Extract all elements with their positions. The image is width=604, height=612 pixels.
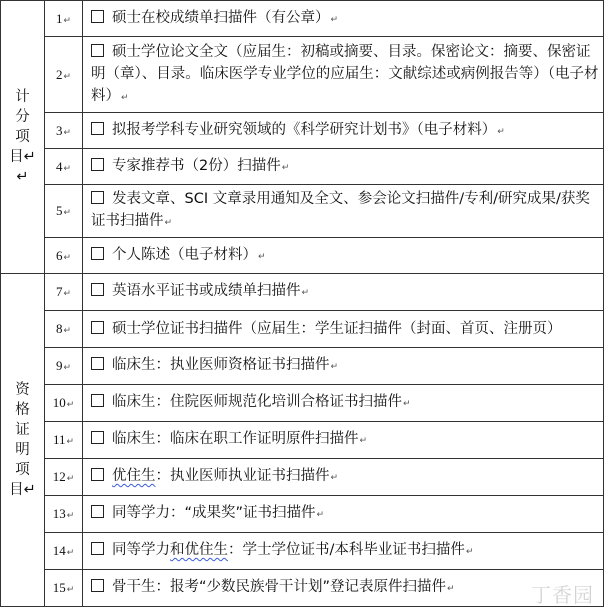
table-row: [1, 459, 604, 496]
category-scoring-items: 计 分 项 目↵ ↵: [1, 1, 45, 274]
category-qualification-items: 资 格 证 明 项 目↵: [1, 274, 45, 607]
checkbox-icon[interactable]: [91, 122, 104, 135]
row-number: 9↵: [45, 348, 83, 385]
checkbox-icon[interactable]: [91, 579, 104, 592]
table-row: [1, 37, 604, 113]
checkbox-icon[interactable]: [91, 321, 104, 334]
list-item: 同等学力和优住生：学士学位证书/本科毕业证书扫描件↵: [83, 533, 604, 570]
checkbox-icon[interactable]: [91, 468, 104, 481]
list-item: 专家推荐书（2份）扫描件↵: [83, 149, 604, 185]
checkbox-icon[interactable]: [91, 357, 104, 370]
list-item: 骨干生：报考“少数民族骨干计划”登记表原件扫描件↵: [83, 570, 604, 607]
table-row: [1, 570, 604, 607]
row-number: 10↵: [45, 385, 83, 422]
checkbox-icon[interactable]: [91, 10, 104, 23]
checkbox-icon[interactable]: [91, 44, 104, 57]
table-row: [1, 149, 604, 185]
table-row: [1, 238, 604, 274]
row-number: 13↵: [45, 496, 83, 533]
checkbox-icon[interactable]: [91, 247, 104, 260]
checkbox-icon[interactable]: [91, 542, 104, 555]
table-row: [1, 311, 604, 348]
row-number: 1↵: [45, 1, 83, 37]
row-number: 5↵: [45, 185, 83, 238]
row-number: 8↵: [45, 311, 83, 348]
table-row: [1, 348, 604, 385]
checkbox-icon[interactable]: [91, 431, 104, 444]
row-number: 7↵: [45, 274, 83, 311]
row-number: 14↵: [45, 533, 83, 570]
checkbox-icon[interactable]: [91, 505, 104, 518]
checkbox-icon[interactable]: [91, 394, 104, 407]
list-item: 拟报考学科专业研究领域的《科学研究计划书》（电子材料）↵: [83, 113, 604, 149]
table-row: [1, 422, 604, 459]
list-item: 发表文章、SCI 文章录用通知及全文、参会论文扫描件/专利/研究成果/获奖证书扫描件↵: [83, 185, 604, 238]
list-item: 临床生：执业医师资格证书扫描件↵: [83, 348, 604, 385]
list-item: 临床生：住院医师规范化培训合格证书扫描件↵: [83, 385, 604, 422]
row-number: 3↵: [45, 113, 83, 149]
list-item: 硕士在校成绩单扫描件（有公章）↵: [83, 1, 604, 37]
row-number: 4↵: [45, 149, 83, 185]
table-row: [1, 185, 604, 238]
row-number: 15↵: [45, 570, 83, 607]
row-number: 6↵: [45, 238, 83, 274]
row-number: 12↵: [45, 459, 83, 496]
list-item: 硕士学位证书扫描件（应届生：学生证扫描件（封面、首页、注册页）: [83, 311, 604, 348]
table-row: [1, 274, 604, 311]
list-item: 优住生：执业医师执业证书扫描件↵: [83, 459, 604, 496]
list-item: 个人陈述（电子材料）↵: [83, 238, 604, 274]
row-number: 2↵: [45, 37, 83, 113]
table-row: [1, 1, 604, 37]
watermark-logo: 丁香园: [531, 583, 594, 607]
table-row: [1, 533, 604, 570]
list-item: 同等学力：“成果奖”证书扫描件↵: [83, 496, 604, 533]
table-row: [1, 113, 604, 149]
checkbox-icon[interactable]: [91, 158, 104, 171]
row-number: 11↵: [45, 422, 83, 459]
checkbox-icon[interactable]: [91, 283, 104, 296]
list-item: 临床生：临床在职工作证明原件扫描件↵: [83, 422, 604, 459]
table-row: [1, 385, 604, 422]
list-item: 英语水平证书或成绩单扫描件↵: [83, 274, 604, 311]
table-row: [1, 496, 604, 533]
checkbox-icon[interactable]: [91, 191, 104, 204]
list-item: 硕士学位论文全文（应届生：初稿或摘要、目录。保密论文：摘要、保密证明（章）、目录。临床医学专业学位的应届生：文献综述或病例报告等）（电子材料）↵: [83, 37, 604, 113]
